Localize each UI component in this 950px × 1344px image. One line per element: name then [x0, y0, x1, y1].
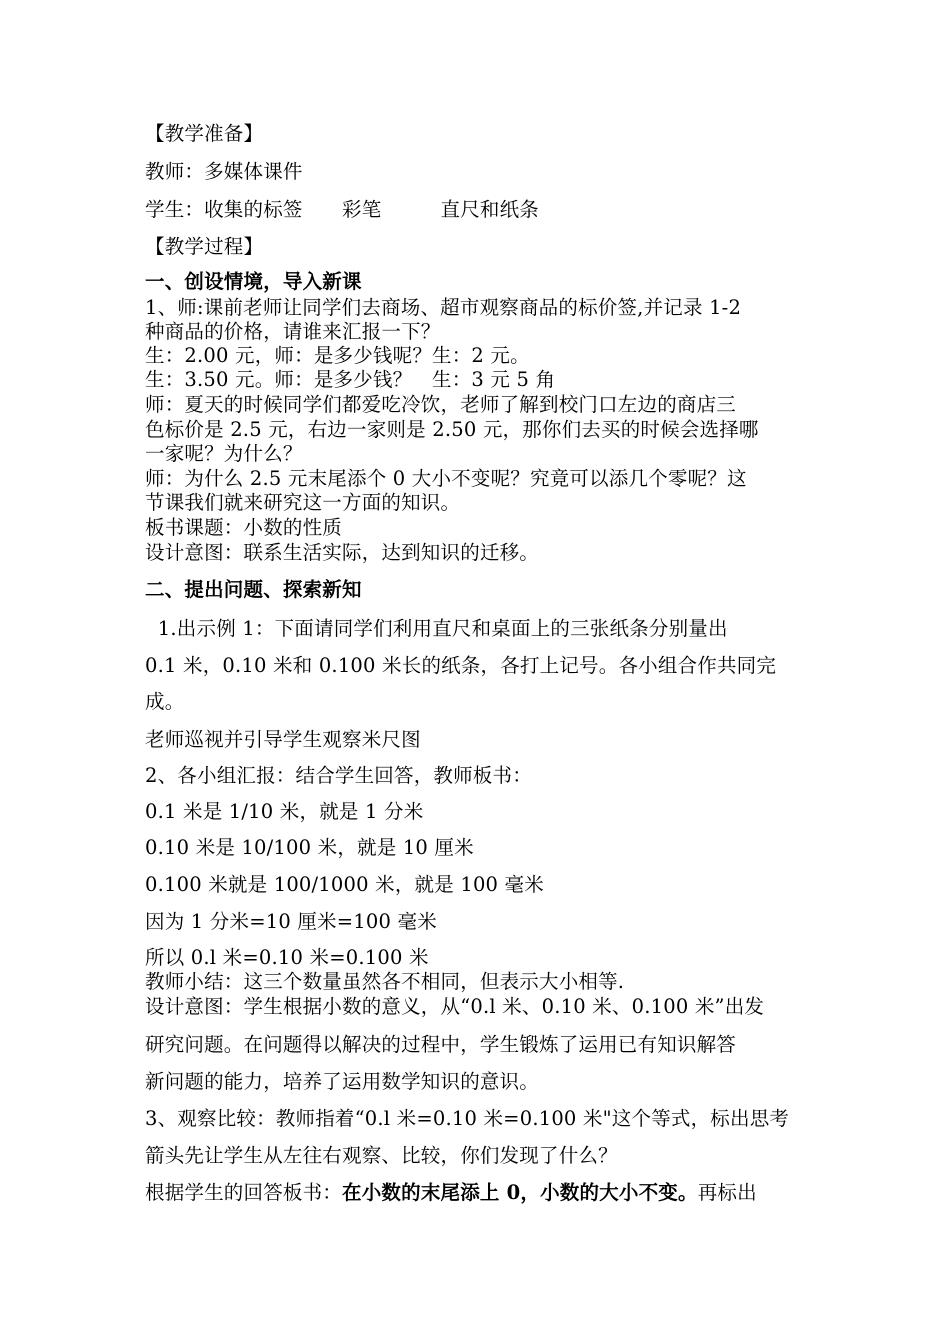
part2-line: 1.出示例 1：下面请同学们利用直尺和桌面上的三张纸条分别量出: [145, 617, 728, 640]
teacher-prep: 教师：多媒体课件: [145, 160, 303, 183]
final-line-prefix: 根据学生的回答板书：: [145, 1181, 343, 1204]
part1-title: 一、创设情境，导入新课: [145, 270, 362, 293]
part2-line: 所以 0.l 米=0.10 米=0.100 米: [145, 946, 429, 969]
part2-line: 成。: [145, 690, 185, 713]
part1-line: 师：为什么 2.5 元末尾添个 0 大小不变呢？究竟可以添几个零呢？这: [145, 467, 747, 490]
part2-line: 0.100 米就是 100/1000 米，就是 100 毫米: [145, 873, 544, 896]
part1-line: 设计意图：联系生活实际，达到知识的迁移。: [145, 541, 540, 564]
final-line: [145, 1181, 810, 1205]
part2-line: 老师巡视并引导学生观察米尺图: [145, 728, 421, 751]
part1-line: 板书课题：小数的性质: [145, 516, 343, 539]
part2-line: 3、观察比较：教师指着“0.l 米=0.10 米=0.100 米"这个等式，标出思考: [145, 1107, 790, 1130]
part1-line: 色标价是 2.5 元，右边一家则是 2.50 元，那你们去买的时候会选择哪: [145, 418, 759, 441]
part2-line: 0.1 米，0.10 米和 0.100 米长的纸条，各打上记号。各小组合作共同完: [145, 654, 777, 677]
student-prep: 学生：收集的标签 彩笔 直尺和纸条: [145, 198, 540, 221]
part2-line: 设计意图：学生根据小数的意义，从“0.l 米、0.10 米、0.100 米”出发: [145, 995, 765, 1018]
part1-line: 1、师:课前老师让同学们去商场、超市观察商品的标价签,并记录 1-2: [145, 296, 742, 319]
part1-line: 种商品的价格，请谁来汇报一下？: [145, 320, 441, 343]
key-property-statement: 在小数的末尾添上 0，小数的大小不变。: [342, 1181, 698, 1204]
part2-line: 箭头先让学生从左往右观察、比较，你们发现了什么？: [145, 1144, 618, 1167]
part1-line: 一家呢？为什么？: [145, 442, 303, 465]
part1-line: 生：2.00 元，师：是多少钱呢？生：2 元。: [145, 344, 530, 367]
part2-line: 新问题的能力，培养了运用数学知识的意识。: [145, 1070, 540, 1093]
part2-line: 0.1 米是 1/10 米，就是 1 分米: [145, 800, 424, 823]
part1-line: 节课我们就来研究这一方面的知识。: [145, 491, 461, 514]
part2-line: 0.10 米是 10/100 米，就是 10 厘米: [145, 836, 474, 859]
part1-line: 师：夏天的时候同学们都爱吃冷饮，老师了解到校门口左边的商店三: [145, 393, 737, 416]
final-line-suffix: 再标出: [697, 1181, 757, 1204]
part2-line: 研究问题。在问题得以解决的过程中，学生锻炼了运用已有知识解答: [145, 1033, 737, 1056]
process-title: 【教学过程】: [145, 235, 264, 258]
part2-line: 因为 1 分米=10 厘米=100 毫米: [145, 910, 437, 933]
prep-title: 【教学准备】: [145, 122, 264, 145]
part2-line: 教师小结：这三个数量虽然各不相同，但表示大小相等.: [145, 970, 625, 993]
part2-title: 二、提出问题、探索新知: [145, 578, 362, 601]
part2-line: 2、各小组汇报：结合学生回答，教师板书：: [145, 764, 532, 787]
part1-line: 生：3.50 元。师：是多少钱？ 生：3 元 5 角: [145, 368, 556, 391]
